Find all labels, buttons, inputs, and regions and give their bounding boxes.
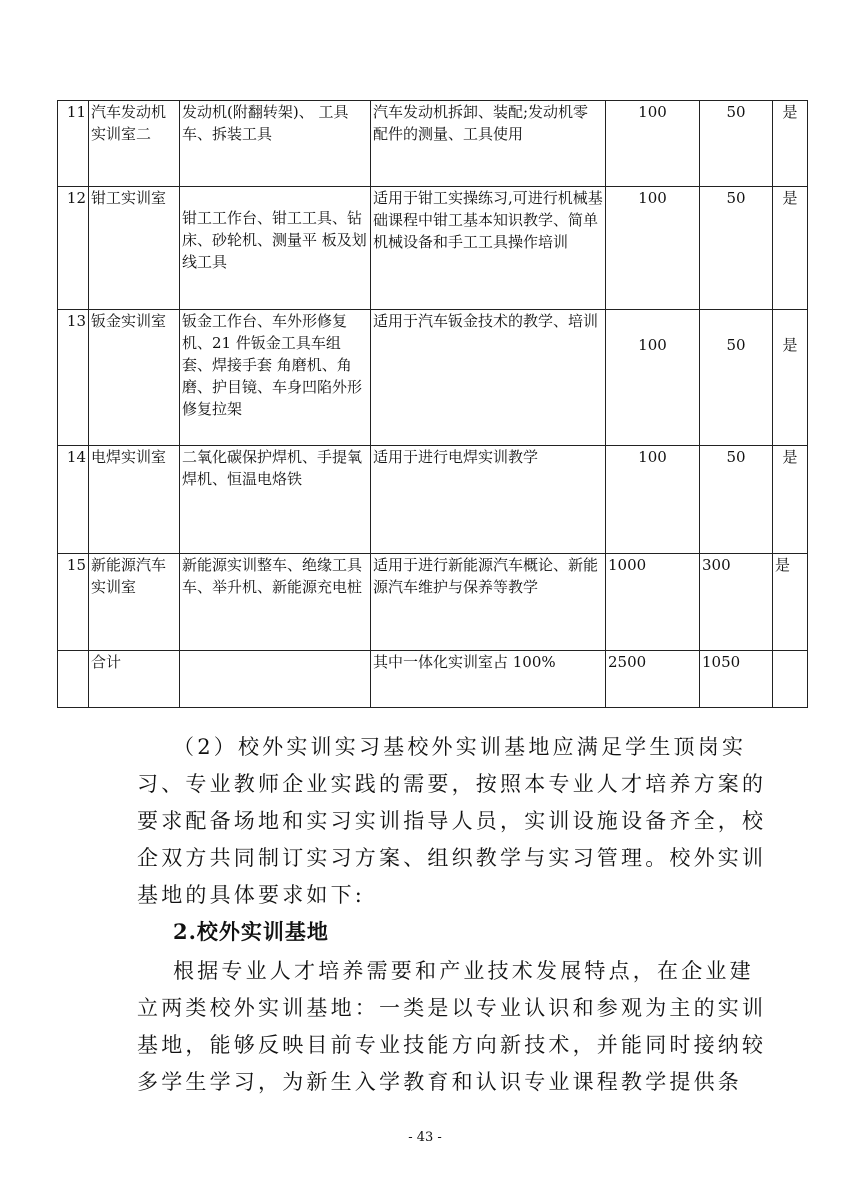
stations: 50 — [700, 187, 773, 310]
paragraph-line: 立两类校外实训基地：一类是以专业认识和参观为主的实训 — [137, 996, 767, 1020]
page-number: - 43 - — [408, 1130, 442, 1145]
total-area: 2500 — [606, 651, 700, 708]
equipment: 新能源实训整车、绝缘工具车、举升机、新能源充电桩 — [180, 554, 371, 651]
row-number: 13 — [58, 310, 89, 446]
stations: 300 — [700, 554, 773, 651]
equipment: 钣金工作台、车外形修复机、21 件钣金工具车组套、焊接手套 角磨机、角磨、护目镜、车身凹陷外形修复拉架 — [180, 310, 371, 446]
table-row — [58, 554, 808, 651]
equipment — [180, 651, 371, 708]
total-label: 合计 — [89, 651, 180, 708]
paragraph-line: 根据专业人才培养需要和产业技术发展特点，在企业建 — [173, 959, 754, 983]
paragraph-line: 企双方共同制订实习方案、组织教学与实习管理。校外实训 — [137, 846, 767, 870]
integrated-flag — [773, 651, 808, 708]
section-heading: 2.校外实训基地 — [173, 919, 329, 944]
total-stations: 1050 — [700, 651, 773, 708]
room-name: 汽车发动机实训室二 — [89, 101, 180, 187]
area: 100 — [606, 446, 700, 554]
usage: 适用于进行电焊实训教学 — [371, 446, 606, 554]
table-row — [58, 101, 808, 187]
training-room-table — [57, 100, 808, 708]
paragraph-line: 习、专业教师企业实践的需要，按照本专业人才培养方案的 — [137, 772, 767, 796]
equipment: 钳工工作台、钳工工具、钻床、砂轮机、测量平 板及划线工具 — [182, 209, 367, 271]
integrated-flag: 是 — [773, 187, 808, 310]
table-row — [58, 446, 808, 554]
usage: 适用于汽车钣金技术的教学、培训 — [371, 310, 606, 446]
paragraph-line: 基地，能够反映目前专业技能方向新技术，并能同时接纳较 — [137, 1033, 767, 1057]
room-name: 新能源汽车实训室 — [89, 554, 180, 651]
area: 100 — [606, 101, 700, 187]
room-name: 电焊实训室 — [89, 446, 180, 554]
integrated-flag: 是 — [773, 446, 808, 554]
row-number: 11 — [58, 101, 89, 187]
equipment: 发动机(附翻转架)、 工具车、拆装工具 — [180, 101, 371, 187]
table-row — [58, 310, 808, 446]
paragraph-line: （2）校外实训实习基校外实训基地应满足学生顶岗实 — [173, 735, 747, 759]
paragraph-line: 基地的具体要求如下: — [137, 883, 366, 907]
usage: 适用于进行新能源汽车概论、新能源汽车维护与保养等教学 — [371, 554, 606, 651]
usage: 汽车发动机拆卸、装配;发动机零配件的测量、工具使用 — [371, 101, 606, 187]
table-row-total — [58, 651, 808, 708]
stations: 50 — [700, 101, 773, 187]
usage: 其中一体化实训室占 100% — [371, 651, 606, 708]
integrated-flag: 是 — [773, 554, 808, 651]
row-number — [58, 651, 89, 708]
area-cell — [606, 310, 700, 446]
row-number: 14 — [58, 446, 89, 554]
equipment-cell — [180, 187, 371, 310]
integrated-cell — [773, 310, 808, 446]
equipment: 二氧化碳保护焊机、手提氧焊机、恒温电烙铁 — [180, 446, 371, 554]
integrated-flag: 是 — [782, 336, 798, 354]
area: 1000 — [606, 554, 700, 651]
paragraph-line: 要求配备场地和实习实训指导人员，实训设施设备齐全，校 — [137, 809, 767, 833]
paragraph-line: 多学生学习，为新生入学教育和认识专业课程教学提供条 — [137, 1070, 742, 1094]
stations: 50 — [726, 336, 746, 354]
area: 100 — [638, 336, 667, 354]
row-number: 12 — [58, 187, 89, 310]
row-number: 15 — [58, 554, 89, 651]
usage: 适用于钳工实操练习,可进行机械基础课程中钳工基本知识教学、简单机械设备和手工工具操作培训 — [371, 187, 606, 310]
stations: 50 — [700, 446, 773, 554]
area: 100 — [606, 187, 700, 310]
table-row — [58, 187, 808, 310]
room-name: 钣金实训室 — [89, 310, 180, 446]
room-name: 钳工实训室 — [89, 187, 180, 310]
stations-cell — [700, 310, 773, 446]
integrated-flag: 是 — [773, 101, 808, 187]
